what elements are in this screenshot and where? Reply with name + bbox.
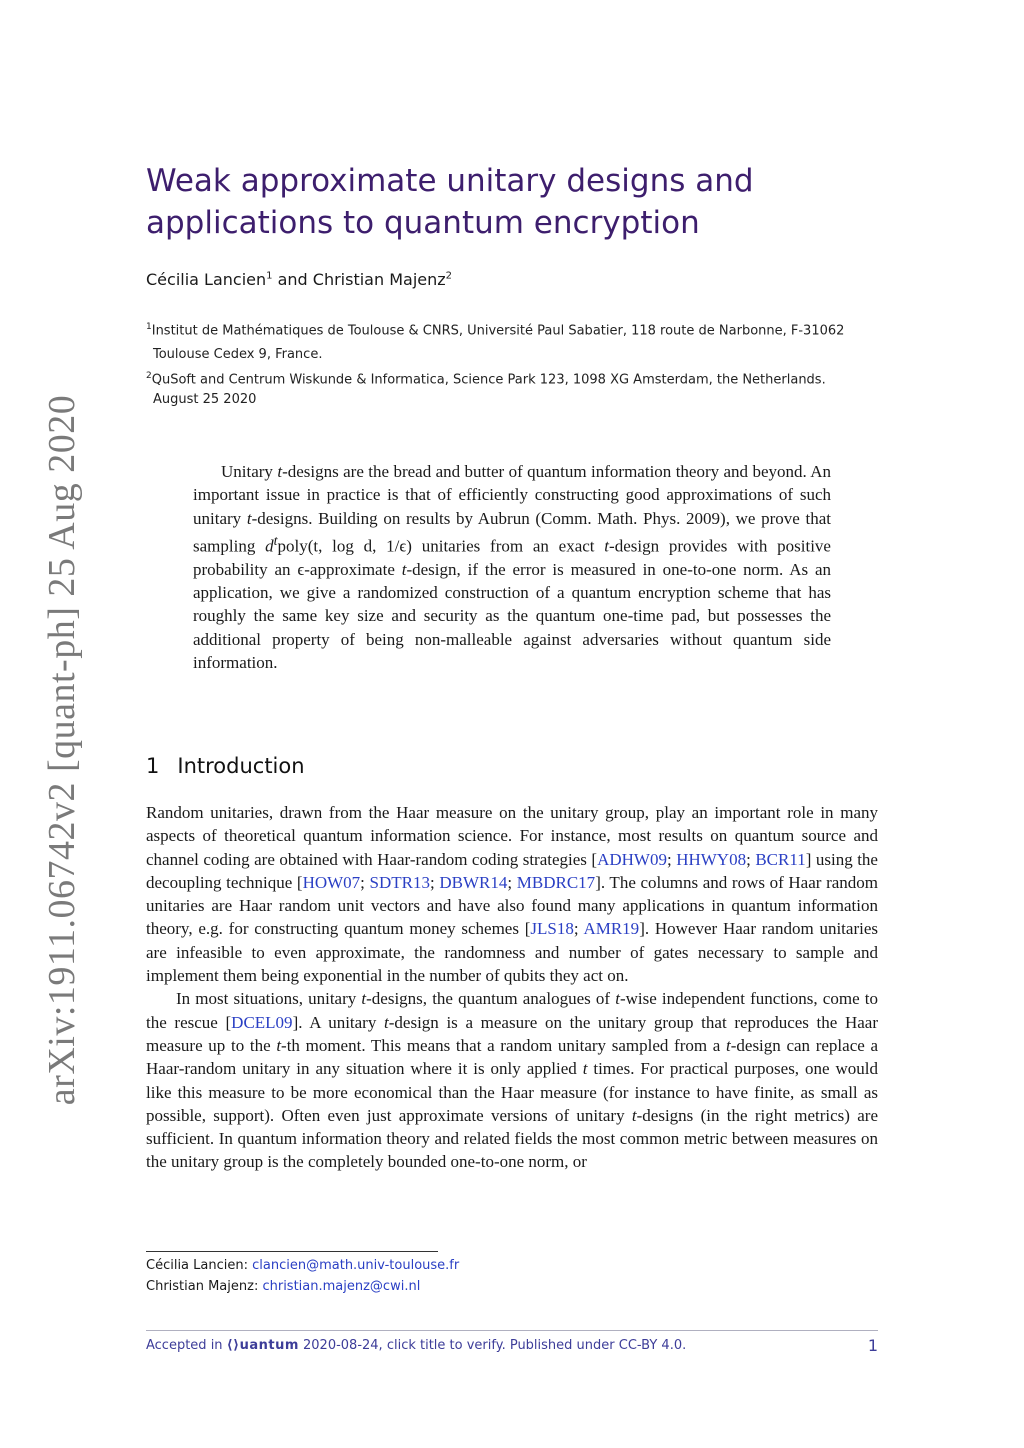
citation-link[interactable]: SDTR13 [369, 872, 431, 892]
author-list [146, 270, 452, 289]
arxiv-side-stamp: arXiv:1911.06742v2 [quant-ph] 25 Aug 2020 [41, 394, 83, 1106]
paper-title[interactable]: Weak approximate unitary designs and applications to quantum encryption [146, 163, 754, 241]
body-text [146, 801, 878, 1174]
verify-link[interactable]: 2020-08-24, click title to verify. Published under CC-BY 4.0. [298, 1338, 687, 1353]
author-joiner: and [272, 270, 313, 289]
affiliation-text: Institut de Mathématiques de Toulouse & CNRS, Université Paul Sabatier, 118 route de Narbonne, F-31062 [151, 323, 845, 339]
author-name: Cécilia Lancien [146, 270, 267, 289]
abstract: Unitary t-designs are the bread and butter of quantum information theory and beyond. An important issue in practice is that of efficiently constructing good approximations of such unitary t-designs. Building on results by Aubrun (Comm. Math. Phys. 2009), we prove that sampling $d^tpoly(t$, log d, 1/ϵ) unitaries from an exact t-design provides with positive probability an ϵ-approximate t-design, if the error is measured in one-to-one norm. As an application, we give a randomized construction of a quantum encryption scheme that has roughly the same key size and security as the quantum one-time pad, but possesses the additional property of being non-malleable against adversaries without quantum side information. [193, 462, 831, 673]
email-link[interactable]: clancien@math.univ-toulouse.fr [252, 1258, 460, 1273]
citation-link[interactable]: DCEL09 [231, 1012, 293, 1032]
footer-rule [146, 1330, 878, 1331]
section-heading [146, 754, 305, 778]
citation-link[interactable]: BCR11 [755, 849, 806, 869]
date-text: August 25 2020 [153, 392, 257, 407]
section-number: 1 [146, 754, 160, 778]
page-number: 1 [867, 1336, 878, 1355]
affiliation-text: Toulouse Cedex 9, France. [153, 347, 323, 363]
affiliation-marker: 1 [266, 270, 273, 282]
citation-link[interactable]: HOW07 [302, 872, 361, 892]
email-link[interactable]: christian.majenz@cwi.nl [262, 1279, 421, 1294]
citation-link[interactable]: MBDRC17 [516, 872, 596, 892]
author-name: Christian Majenz [312, 270, 446, 289]
affiliation-marker: 2 [445, 270, 453, 282]
affiliation-text: QuSoft and Centrum Wiskunde & Informatica, Science Park 123, 1098 XG Amsterdam, the Netherlands. [151, 372, 826, 388]
citation-link[interactable]: AMR19 [583, 919, 640, 939]
footer-text: Accepted in [146, 1338, 227, 1353]
citation-link[interactable]: HHWY08 [676, 849, 747, 869]
citation-link[interactable]: ADHW09 [597, 849, 667, 869]
affiliation-marker: 1 [146, 322, 152, 332]
footnote: Cécilia Lancien: clancien@math.univ-toulouse.fr [146, 1258, 460, 1273]
footnotes [146, 1255, 459, 1297]
journal-footer [146, 1338, 878, 1353]
affiliation-1 [146, 315, 886, 367]
citation-link[interactable]: DBWR14 [439, 872, 508, 892]
footnote: Christian Majenz: christian.majenz@cwi.nl [146, 1279, 421, 1294]
quantum-logo: ⟨⟩uantum [226, 1338, 299, 1353]
section-title: Introduction [177, 754, 305, 778]
affiliation-marker: 2 [146, 371, 152, 381]
publication-date [146, 388, 886, 412]
citation-link[interactable]: JLS18 [530, 919, 574, 939]
footnote-rule [146, 1251, 438, 1252]
paragraph: In most situations, unitary t-designs, the quantum analogues of t-wise independent functions, come to the rescue [DCEL09]. A unitary t-design is a measure on the unitary group that reproduces the Haar measure up to the t-th moment. This means that a random unitary sampled from a t-design can replace a Haar-random unitary in any situation where it is only applied t times. For practical purposes, one would like this measure to be more economical than the Haar measure (for instance to have finite, as small as possible, support). Often even just approximate versions of unitary t-designs (in the right metrics) are sufficient. In quantum information theory and related fields the most common metric between measures on the unitary group is the completely bounded one-to-one norm, or [146, 989, 879, 1172]
paragraph: Random unitaries, drawn from the Haar measure on the unitary group, play an important role in many aspects of theoretical quantum information science. For instance, most results on quantum source and channel coding are obtained with Haar-random coding strategies [ADHW09; HHWY08; BCR11] using the decoupling technique [HOW07; SDTR13; DBWR14; MBDRC17]. The columns and rows of Haar random unitaries are Haar random unit vectors and have also found many applications in quantum information theory, e.g. for constructing quantum money schemes [JLS18; AMR19]. However Haar random unitaries are infeasible to even approximate, the randomness and number of gates necessary to sample and implement them being exponential in the number of qubits they act on. [146, 803, 879, 986]
